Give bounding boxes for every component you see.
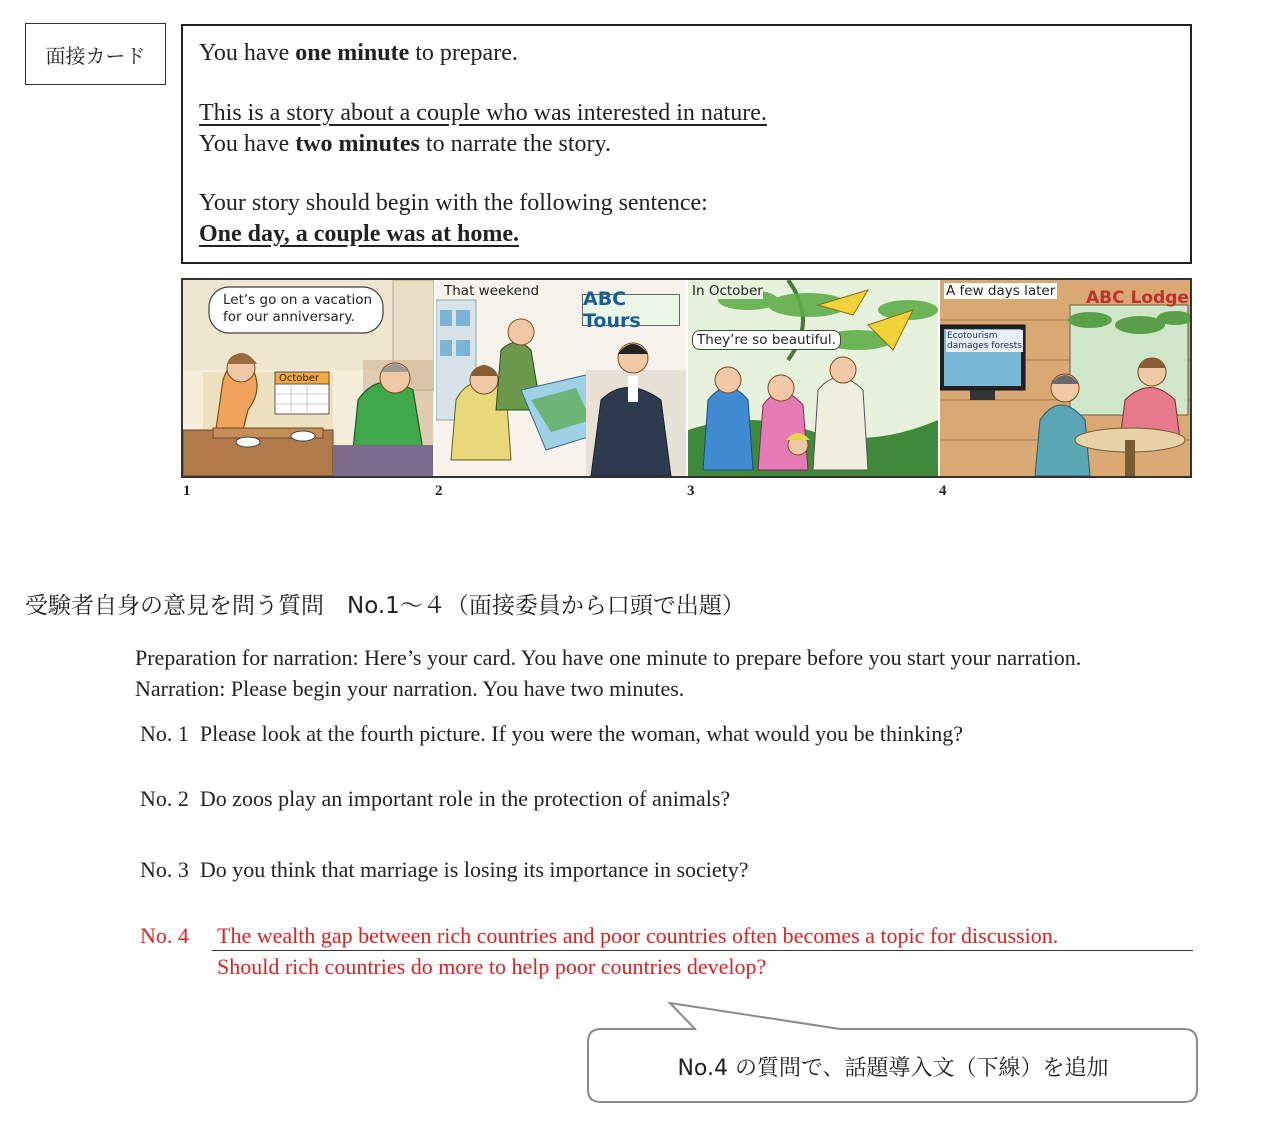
story-topic: This is a story about a couple who was interested in nature. <box>199 100 767 126</box>
panel-2-caption: That weekend <box>444 283 540 299</box>
panel-1-calendar-month: October <box>279 373 320 384</box>
panel-1-speech-text: Let’s go on a vacation for our anniversary. <box>223 292 373 325</box>
begin-instruction: Your story should begin with the following sentence: <box>199 190 708 216</box>
interview-card-label: 面接カード <box>25 23 166 85</box>
comic-panel-3 <box>688 280 938 476</box>
abc-tours-sign: ABC Tours <box>582 294 680 326</box>
panel-number-3: 3 <box>687 483 695 499</box>
preparation-line: Preparation for narration: Here’s your card. You have one minute to prepare before you start your narration. <box>135 645 1082 670</box>
tv-news-caption: Ecotourism damages forests <box>947 331 1022 351</box>
prep-time-line <box>199 40 518 67</box>
question-3 <box>140 857 749 883</box>
question-3-text: Do you think that marriage is losing its importance in society? <box>199 857 749 882</box>
panel-number-4: 4 <box>939 483 947 499</box>
prep-text-2: to prepare. <box>409 40 518 66</box>
comic-panel-4 <box>940 280 1190 476</box>
question-1-label: No. 1 <box>140 721 189 746</box>
prep-text-1: You have <box>199 40 296 66</box>
callout-text: No.4 の質問で、話題導入文（下線）を追加 <box>677 1055 1109 1081</box>
panel-number-2: 2 <box>435 483 443 499</box>
question-4-label: No. 4 <box>140 923 189 948</box>
prep-bold: one minute <box>295 40 410 66</box>
section-heading: 受験者自身の意見を問う質問 No.1～４（面接委員から口頭で出題） <box>25 593 745 619</box>
question-4-topic-intro: The wealth gap between rich countries and poor countries often becomes a topic for discussion. <box>217 923 1059 948</box>
panel-number-1: 1 <box>183 483 191 499</box>
comic-strip <box>181 278 1192 478</box>
question-3-label: No. 3 <box>140 857 189 882</box>
panel-3-caption: In October <box>692 283 763 299</box>
panel-4-caption: A few days later <box>946 283 1056 299</box>
comic-panel-1 <box>183 280 434 476</box>
narration-line: Narration: Please begin your narration. You have two minutes. <box>135 676 685 701</box>
panel-4-illustration <box>940 280 1190 476</box>
question-2 <box>140 786 730 812</box>
question-2-label: No. 2 <box>140 786 189 811</box>
narrate-text-1: You have <box>199 131 296 157</box>
opening-sentence: One day, a couple was at home. <box>199 221 520 247</box>
comic-panel-2 <box>436 280 686 476</box>
narrate-text-2: to narrate the story. <box>419 131 611 157</box>
question-1 <box>140 721 963 747</box>
question-1-text: Please look at the fourth picture. If you were the woman, what would you be thinking? <box>199 721 963 746</box>
abc-lodge-sign: ABC Lodge <box>1086 288 1189 308</box>
narrate-bold: two minutes <box>295 131 420 157</box>
panel-3-illustration <box>688 280 938 476</box>
narrate-time-line <box>199 131 611 158</box>
question-2-text: Do zoos play an important role in the protection of animals? <box>199 786 731 811</box>
topic-intro-underline <box>212 950 1193 951</box>
question-4-text: Should rich countries do more to help poor countries develop? <box>217 954 767 979</box>
panel-3-speech-bubble: They’re so beautiful. <box>692 330 841 350</box>
